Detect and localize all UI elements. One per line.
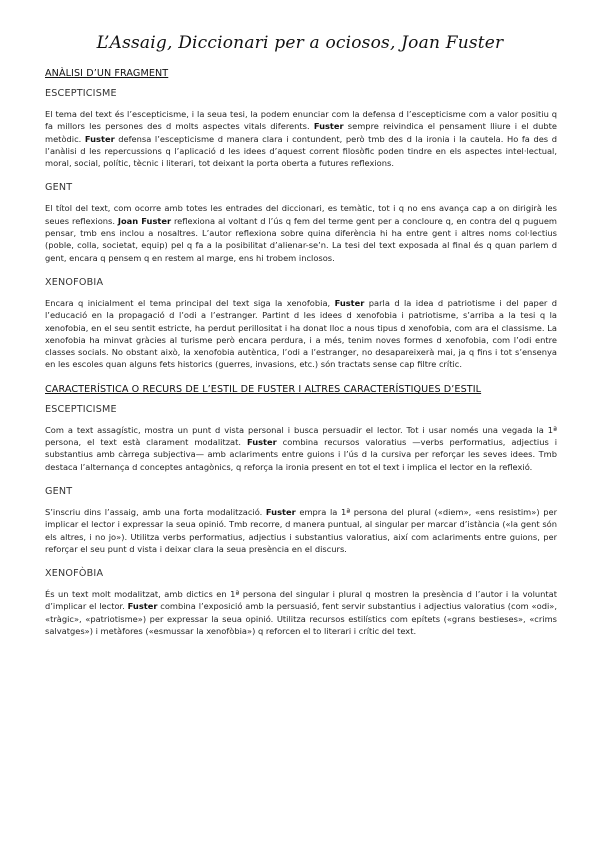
paragraph-escepticisme-analysis: El tema del text és l’escepticisme, i la seua tesi, la podem enunciar com la defensa d l’escepticisme com a valor positiu q fa millors les persones des d molts aspectes vitals diferents. Fuster sempre reivindica el pensament lliure i el dubte metòdic. Fuster defensa l’escepticisme d manera clara i contundent, però tmb des d la ironia i la cautela. Ho fa des d l’anàlisi d les repercussions q l’aplicació d les idees d’aquest corrent filosòfic poden tindre en els aspectes intel·lectual, moral, social, polític, tècnic i literari, tot deixant la porta oberta a futures reflexions.: [45, 109, 557, 169]
subsection-heading-xenofobia-style: XENOFÒBIA: [45, 568, 104, 580]
section-heading-style: CARACTERÍSTICA O RECURS DE L’ESTIL DE FUSTER I ALTRES CARACTERÍSTIQUES D’ESTIL: [45, 383, 482, 395]
subsection-heading-xenofobia: XENOFOBIA: [45, 276, 104, 288]
paragraph-gent-style: S’inscriu dins l’assaig, amb una forta modalització. Fuster empra la 1ª persona del plural («diem», «ens resistim») per implicar el lector i expressar la seua opinió. Tmb recorre, d manera puntual, al singular per marcar d’istància («la gent són els altres, i no jo»). Utilitza verbs performatius, adjectius i substantius valoratius, així com aclariments entre guions, per reforçar el seu punt d vista i deixar clara la seua presència en el discurs.: [45, 506, 557, 554]
paragraph-gent-analysis: El títol del text, com ocorre amb totes les entrades del diccionari, es temàtic, tot i q no ens avança cap a on dirigirà les seues reflexions. Joan Fuster reflexiona al voltant d l’ús q fem del terme gent per a concloure q, en contra del q puguem pensar, tmb ens inclou a nosaltres. L’autor reflexiona sobre quina diferència hi ha entre gent i altres noms col·lectius (poble, colla, societat, equip) pel q fa a la posibilitat d’alienar-se’n. La tesi del text exposada al final és q quan parlem d gent, encara q pensem q en restem al marge, ens hi trobem inclosos.: [45, 203, 558, 263]
document-body: [45, 68, 557, 650]
subsection-heading-escepticisme-style: ESCEPTICISME: [45, 403, 117, 415]
section-heading-analysis: ANÀLISI D’UN FRAGMENT: [45, 68, 169, 79]
subsection-heading-gent-style: GENT: [45, 485, 73, 497]
subsection-heading-gent: GENT: [45, 182, 73, 194]
paragraph-escepticisme-style: Com a text assagístic, mostra un punt d vista personal i busca persuadir el lector. Tot i usar només una vegada la 1ª persona, el text està clarament modalitzat. Fuster combina recursos valoratius —verbs performatius, adjectius i substantius amb càrrega subjectiva— amb aclariments entre guions i l’ús d la cursiva per reforçar les seves idees. Tmb destaca l’alternança d conceptes antagònics, q reforça la ironia present en tot el text i implica el lector en la reflexió.: [45, 424, 557, 472]
document-title: L’Assaig, Diccionari per a ociosos, Joan Fuster: [96, 33, 504, 53]
subsection-heading-escepticisme: ESCEPTICISME: [45, 88, 117, 99]
paragraph-xenofobia-analysis: Encara q inicialment el tema principal del text siga la xenofobia, Fuster parla d la idea d patriotisme i del paper d l’educació en la propagació d l’odi a l’estranger. Partint d les idees d xenofobia i patriotisme, s’arriba a la tesi q la xenofobia, en el seu sentit estricte, ha perdut perillositat i ha donat lloc a nous tipus d xenofobia, com ara el classisme. La xenofobia ha minvat gràcies al turisme però encara perdura, i a més, tenim noves formes d xenofobia, com l’odi entre classes socials. No obstant això, la xenofobia autèntica, l’odi a l’estranger, no desapareixerà mai, ja q fins i tot s’ensenya en les escoles quan alguns fets historics (guerres, invasions, etc.) són tractats sense cap filtre crític.: [45, 297, 557, 370]
paragraph-xenofobia-style: És un text molt modalitzat, amb dictics en 1ª persona del singular i plural q mostren la presència d l’autor i la voluntat d’implicar el lector. Fuster combina l’exposició amb la persuasió, fent servir substantius i adjectius valoratius (com «odi», «tràgic», «patriotisme») per expressar la seua opinió. Utilitza recursos estilístics com epítets («grans bestieses», «crims salvatges») i metàfores («esmussar la xenofòbia») q reforcen el to literari i crític del text.: [45, 589, 557, 637]
